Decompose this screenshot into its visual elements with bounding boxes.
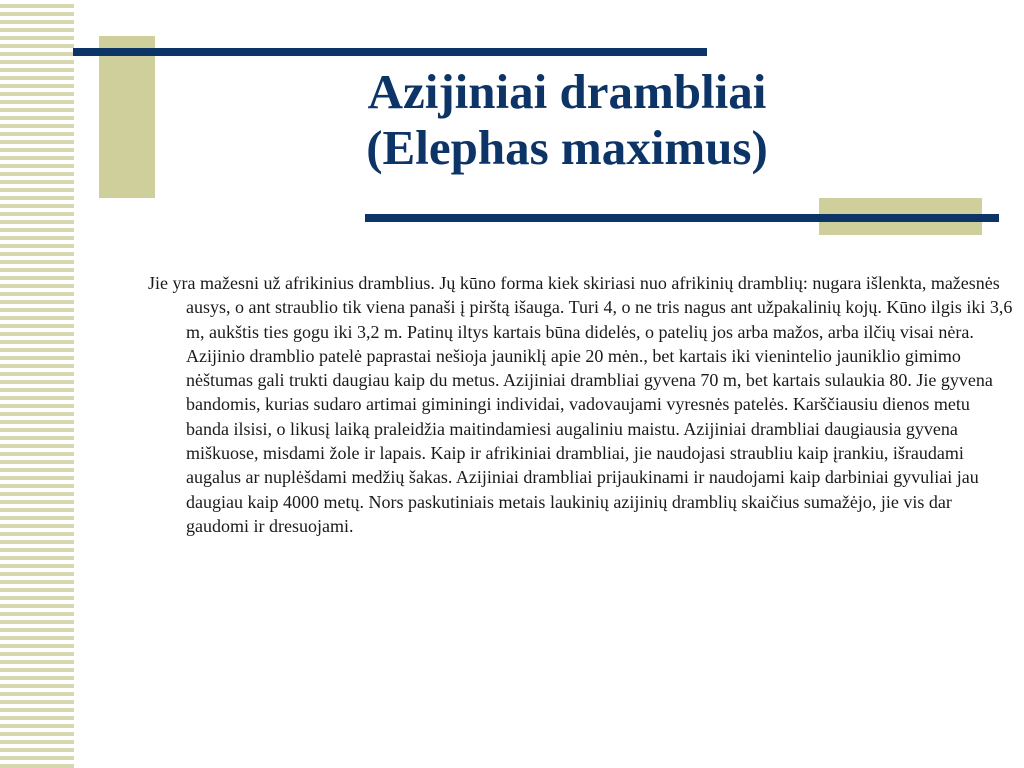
slide-body-text: Jie yra mažesni už afrikinius dramblius. Jų kūno forma kiek skiriasi nuo afrikinių dramblių: nugara išlenkta, mažesnės ausys, o ant straublio tik viena panaši į pirštą išauga. Turi 4, o ne tris nagus ant užpakalinių kojų. Kūno ilgis iki 3,6 m, aukštis ties gogu iki 3,2 m. Patinų iltys kartais būna didelės, o patelių jos arba mažos, arba ilčių visai nėra. Azijinio dramblio patelė paprastai nešioja jauniklį apie 20 mėn., bet kartais iki vienintelio jauniklio gimimo nėštumas gali trukti daugiau kaip du metus. Azijiniai drambliai gyvena 70 m, bet kartais sulaukia 80. Jie gyvena bandomis, kurias sudaro artimai giminingi individai, vadovaujami vyresnės patelės. Karščiausiu dienos metu banda ilsisi, o likusį laiką praleidžia maitindamiesi augaliniu maistu. Azijiniai drambliai daugiausia gyvena miškuose, misdami žole ir lapais. Kaip ir afrikiniai drambliai, jie naudojasi straubliu kaip įrankiu, išraudami augalus ar nuplėšdami medžių šakas. Azijiniai drambliai prijaukinami ir naudojami kaip darbiniai gyvuliai jau daugiau kaip 4000 metų. Nors paskutiniais metais laukinių azijinių dramblių skaičius sumažėjo, jie vis dar gaudomi ir dresuojami. — [148, 273, 1013, 536]
title-rule-top — [73, 48, 707, 56]
slide-title-line-1: Azijiniai drambliai — [367, 64, 767, 119]
slide-title-line-2: (Elephas maximus) — [366, 120, 768, 175]
slide-title — [200, 64, 934, 176]
decorative-stripe-band — [0, 0, 74, 768]
title-rule-bottom — [365, 214, 999, 222]
decorative-block-top-left — [99, 36, 155, 198]
